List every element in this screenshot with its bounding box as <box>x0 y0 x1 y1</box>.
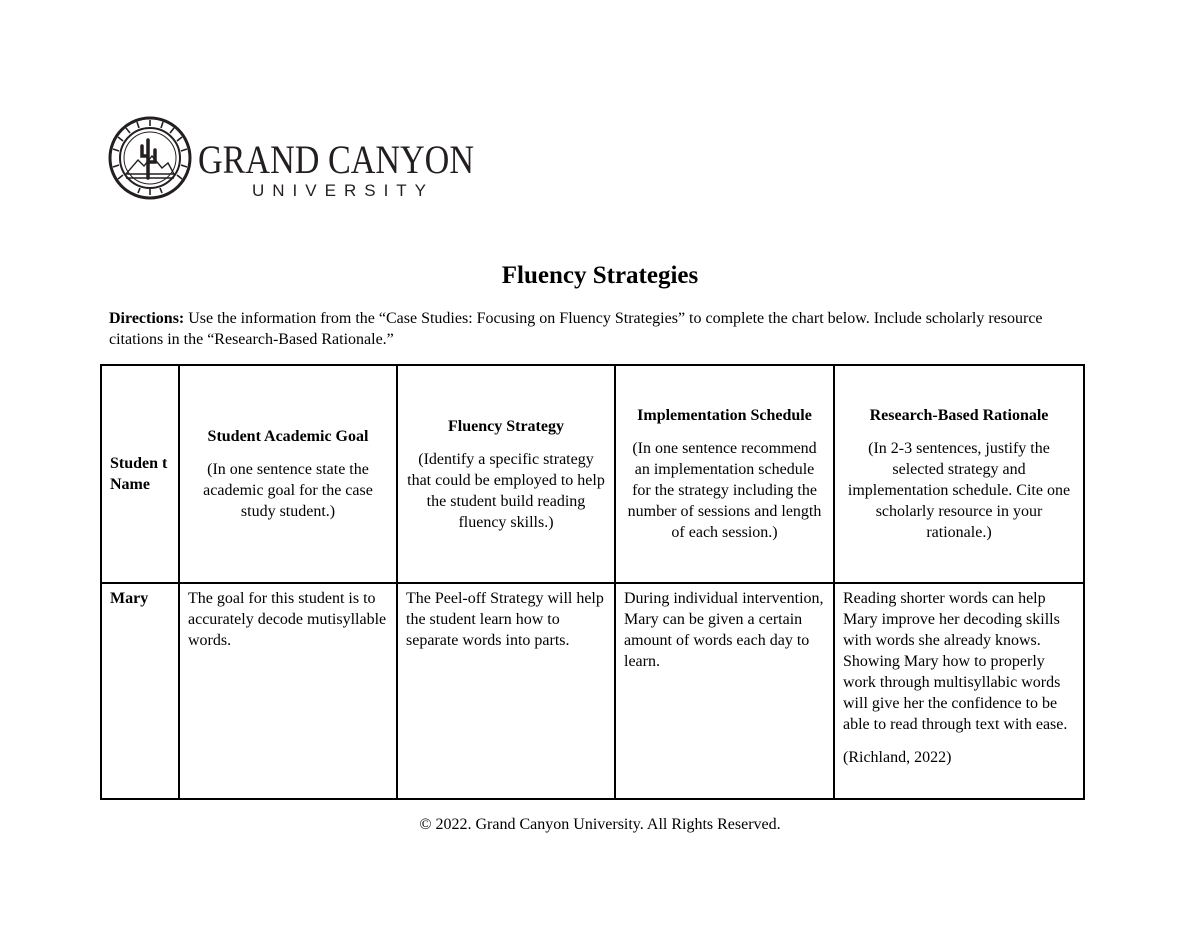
header-student-name-title: Studen t Name <box>110 455 168 493</box>
header-implementation-schedule-title: Implementation Schedule <box>637 407 812 424</box>
table-row <box>101 583 1084 799</box>
cell-academic-goal: The goal for this student is to accurately decode mutisyllable words. <box>179 583 397 799</box>
cell-student-name: Mary <box>101 583 179 799</box>
cell-research-rationale <box>834 583 1084 799</box>
header-student-name <box>101 365 179 583</box>
header-academic-goal <box>179 365 397 583</box>
wordmark-line-1: GRAND CANYON <box>198 137 474 182</box>
header-implementation-schedule <box>615 365 834 583</box>
table-header-row <box>101 365 1084 583</box>
page-title: Fluency Strategies <box>501 262 699 289</box>
header-implementation-schedule-note: (In one sentence recommend an implementation schedule for the strategy including the number of sessions and length of each session.) <box>627 440 822 541</box>
copyright-footer: © 2022. Grand Canyon University. All Rights Reserved. <box>419 816 781 833</box>
university-logo <box>108 116 488 202</box>
wordmark-line-2: UNIVERSITY <box>252 181 435 200</box>
cell-fluency-strategy: The Peel-off Strategy will help the student learn how to separate words into parts. <box>397 583 615 799</box>
fluency-strategies-table <box>100 364 1085 800</box>
university-wordmark <box>198 116 488 202</box>
header-fluency-strategy-note: (Identify a specific strategy that could be employed to help the student build reading fluency skills.) <box>407 450 605 531</box>
cell-implementation-schedule: During individual intervention, Mary can be given a certain amount of words each day to learn. <box>615 583 834 799</box>
header-fluency-strategy <box>397 365 615 583</box>
header-research-rationale-note: (In 2-3 sentences, justify the selected strategy and implementation schedule. Cite one scholarly resource in your rationale.) <box>847 440 1071 541</box>
rationale-text: Reading shorter words can help Mary improve her decoding skills with words she already knows. Showing Mary how to properly work through multisyllabic words will give her the confidence to be able to read through text with ease. <box>843 590 1068 733</box>
rationale-citation: (Richland, 2022) <box>843 749 952 766</box>
directions <box>109 308 1069 350</box>
header-research-rationale <box>834 365 1084 583</box>
university-seal-icon <box>108 116 192 200</box>
header-academic-goal-note: (In one sentence state the academic goal for the case study student.) <box>203 461 373 520</box>
directions-text: Use the information from the “Case Studies: Focusing on Fluency Strategies” to complete the chart below. Include scholarly resource citations in the “Research-Based Rationale.” <box>109 310 1043 348</box>
header-academic-goal-title: Student Academic Goal <box>207 428 369 445</box>
header-fluency-strategy-title: Fluency Strategy <box>448 417 564 435</box>
header-research-rationale-title: Research-Based Rationale <box>869 407 1049 424</box>
directions-label: Directions: <box>109 310 185 327</box>
